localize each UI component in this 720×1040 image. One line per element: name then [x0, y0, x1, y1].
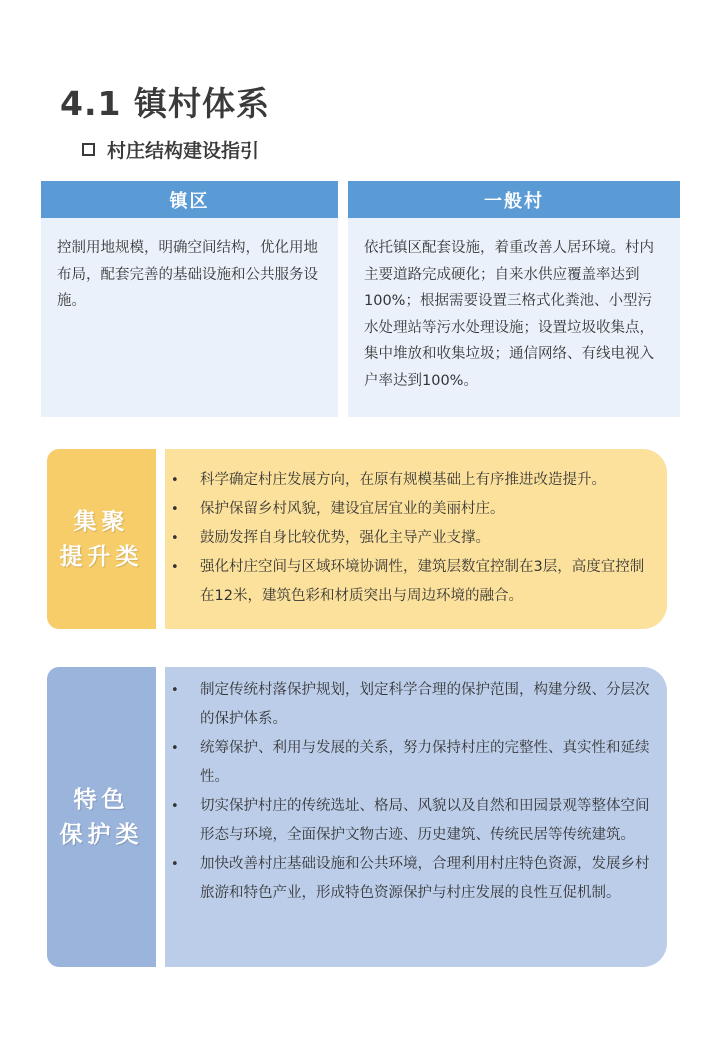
gather-upgrade-list	[165, 466, 667, 611]
gather-label-line2: 提升类	[59, 543, 144, 570]
feature-protection-content	[165, 667, 667, 967]
list-item: • 统筹保护、利用与发展的关系，努力保持村庄的完整性、真实性和延续性。	[165, 734, 667, 792]
feature-label-line1: 特色	[73, 786, 130, 813]
general-village-card	[348, 181, 680, 417]
town-area-header: 镇区	[41, 181, 338, 218]
square-bullet-icon	[82, 143, 95, 156]
feature-protection-list	[165, 676, 667, 908]
general-village-body: 依托镇区配套设施，着重改善人居环境。村内主要道路完成硬化；自来水供应覆盖率达到100%；根据需要设置三格式化粪池、小型污水处理站等污水处理设施；设置垃圾收集点，集中堆放和收集垃圾；通信网络、有线电视入户率达到100%。	[364, 240, 654, 389]
town-area-card	[41, 181, 338, 417]
general-village-header: 一般村	[348, 181, 680, 218]
list-item: • 保护保留乡村风貌，建设宜居宜业的美丽村庄。	[165, 495, 667, 524]
list-item: • 制定传统村落保护规划，划定科学合理的保护范围，构建分级、分层次的保护体系。	[165, 676, 667, 734]
feature-protection-label	[47, 667, 156, 967]
list-item: • 科学确定村庄发展方向，在原有规模基础上有序推进改造提升。	[165, 466, 667, 495]
list-item: • 强化村庄空间与区域环境协调性，建筑层数宜控制在3层，高度宜控制在12米，建筑色彩和材质突出与周边环境的融合。	[165, 553, 667, 611]
subtitle-text: 村庄结构建设指引	[107, 140, 260, 162]
list-item: • 鼓励发挥自身比较优势，强化主导产业支撑。	[165, 524, 667, 553]
gather-label-line1: 集聚	[73, 508, 130, 535]
gather-upgrade-label	[47, 449, 156, 629]
section-subtitle	[82, 136, 259, 163]
town-area-body: 控制用地规模，明确空间结构，优化用地布局，配套完善的基础设施和公共服务设施。	[57, 240, 318, 309]
page-title: 4.1 镇村体系	[60, 84, 270, 123]
gather-upgrade-block	[47, 449, 667, 629]
list-item: • 切实保护村庄的传统选址、格局、风貌以及自然和田园景观等整体空间形态与环境，全面保护文物古迹、历史建筑、传统民居等传统建筑。	[165, 792, 667, 850]
gather-upgrade-content	[165, 449, 667, 629]
list-item: • 加快改善村庄基础设施和公共环境，合理利用村庄特色资源，发展乡村旅游和特色产业，形成特色资源保护与村庄发展的良性互促机制。	[165, 850, 667, 908]
feature-label-line2: 保护类	[59, 821, 144, 848]
feature-protection-block	[47, 667, 667, 967]
